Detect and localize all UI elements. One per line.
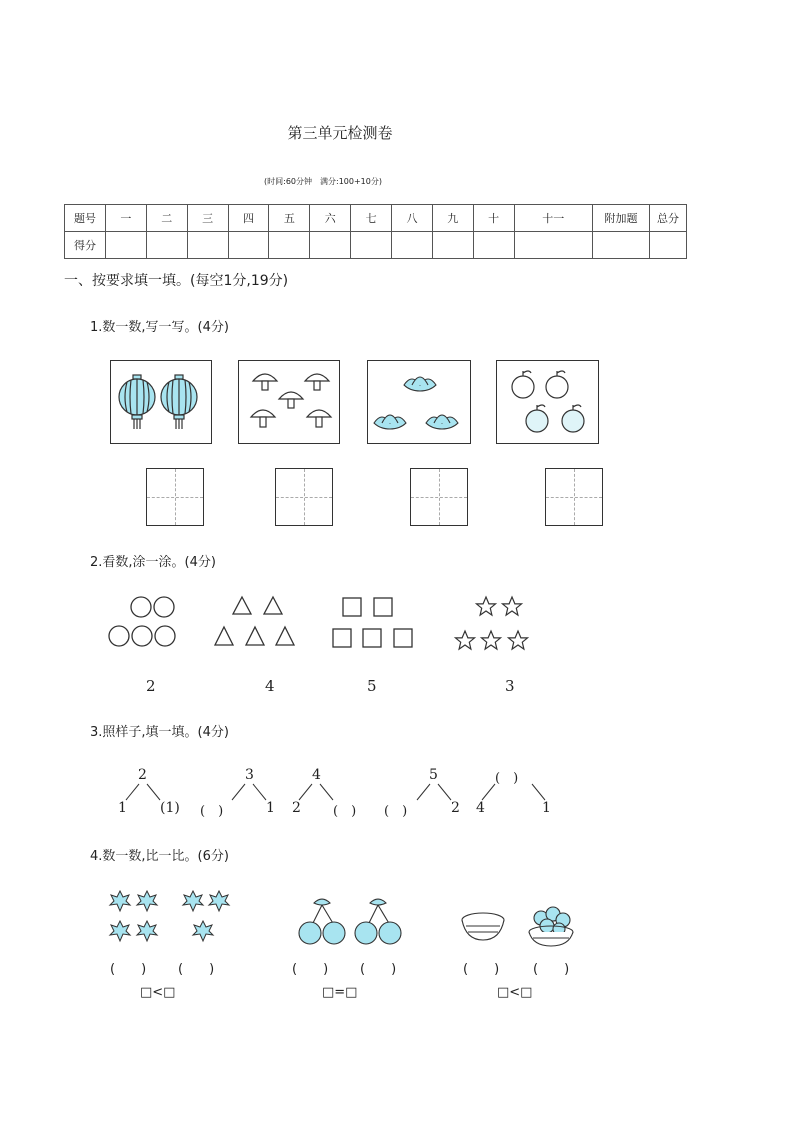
page-title: 第三单元检测卷 (287, 124, 393, 142)
question-4-label: 4.数一数,比一比。(6分) (90, 849, 229, 864)
apple-icon (497, 361, 598, 443)
header-cell: 七 (351, 205, 392, 232)
question-1-label: 1.数一数,写一写。(4分) (90, 320, 229, 335)
bond-top: 2 (138, 767, 147, 783)
score-cell[interactable] (228, 232, 269, 259)
question-3-label: 3.照样子,填一填。(4分) (90, 725, 229, 740)
bond-left-blank[interactable]: ( ) (200, 804, 224, 819)
score-cell[interactable] (187, 232, 228, 259)
bond-right: 1 (542, 800, 551, 816)
empty-basket-icon (458, 904, 508, 946)
header-cell: 一 (106, 205, 147, 232)
target-number: 5 (367, 677, 377, 695)
picture-box-lanterns (110, 360, 212, 444)
count-blank[interactable]: ( ) (463, 962, 500, 977)
lotus-icon (368, 361, 470, 443)
score-cell[interactable] (269, 232, 310, 259)
header-cell: 六 (310, 205, 351, 232)
cherry-icon (296, 895, 416, 947)
maple-leaf-icon (105, 885, 235, 947)
header-cell: 五 (269, 205, 310, 232)
score-cell[interactable] (310, 232, 351, 259)
fruit-basket-icon (523, 902, 579, 948)
target-number: 4 (265, 677, 275, 695)
score-cell[interactable] (432, 232, 473, 259)
question-2-label: 2.看数,涂一涂。(4分) (90, 555, 216, 570)
bond-right-blank[interactable]: ( ) (333, 804, 357, 819)
score-cell[interactable] (593, 232, 650, 259)
count-blank[interactable]: ( ) (110, 962, 147, 977)
count-blank[interactable]: ( ) (533, 962, 570, 977)
comparison-expression[interactable]: □<□ (497, 985, 533, 1000)
answer-grid-4[interactable] (545, 468, 603, 526)
picture-box-mushrooms (238, 360, 340, 444)
header-cell: 十 (473, 205, 514, 232)
section-heading: 一、按要求填一填。(每空1分,19分) (64, 273, 289, 289)
header-cell: 四 (228, 205, 269, 232)
bond-top: 4 (312, 767, 321, 783)
answer-grid-2[interactable] (275, 468, 333, 526)
comparison-expression[interactable]: □<□ (140, 985, 176, 1000)
header-cell: 八 (392, 205, 433, 232)
score-cell[interactable] (473, 232, 514, 259)
score-cell[interactable] (392, 232, 433, 259)
bond-top: 5 (429, 767, 438, 783)
header-cell: 附加题 (593, 205, 650, 232)
lantern-icon (111, 361, 211, 443)
header-cell: 九 (432, 205, 473, 232)
mushroom-icon (239, 361, 339, 443)
score-table-score-row (65, 232, 687, 259)
picture-box-lotus-flowers (367, 360, 471, 444)
answer-grid-3[interactable] (410, 468, 468, 526)
count-blank[interactable]: ( ) (178, 962, 215, 977)
bond-right: 2 (451, 800, 460, 816)
target-number: 2 (146, 677, 156, 695)
star-group-icon[interactable] (448, 592, 538, 654)
score-cell[interactable] (351, 232, 392, 259)
header-cell: 二 (146, 205, 187, 232)
bond-left: 2 (292, 800, 301, 816)
circle-group-icon[interactable] (105, 592, 185, 652)
bond-top-blank[interactable]: ( ) (495, 771, 519, 786)
count-blank[interactable]: ( ) (360, 962, 397, 977)
bond-top: 3 (245, 767, 254, 783)
header-cell: 十一 (514, 205, 592, 232)
bond-right: (1) (160, 800, 180, 816)
score-cell[interactable] (146, 232, 187, 259)
triangle-group-icon[interactable] (210, 594, 300, 654)
bond-left: 1 (118, 800, 127, 816)
picture-box-apples (496, 360, 599, 444)
score-cell[interactable] (650, 232, 687, 259)
target-number: 3 (505, 677, 515, 695)
score-cell[interactable] (514, 232, 592, 259)
count-blank[interactable]: ( ) (292, 962, 329, 977)
answer-grid-1[interactable] (146, 468, 204, 526)
exam-info: (时间:60分钟 满分:100+10分) (264, 177, 382, 186)
square-group-icon[interactable] (330, 594, 420, 654)
score-table-header-row (65, 205, 687, 232)
score-table (64, 204, 687, 259)
score-cell[interactable] (106, 232, 147, 259)
bond-left: 4 (476, 800, 485, 816)
bond-right: 1 (266, 800, 275, 816)
bond-left-blank[interactable]: ( ) (384, 804, 408, 819)
header-cell: 三 (187, 205, 228, 232)
header-cell: 总分 (650, 205, 687, 232)
comparison-expression[interactable]: □=□ (322, 985, 358, 1000)
score-label-cell: 得分 (65, 232, 106, 259)
header-cell: 题号 (65, 205, 106, 232)
